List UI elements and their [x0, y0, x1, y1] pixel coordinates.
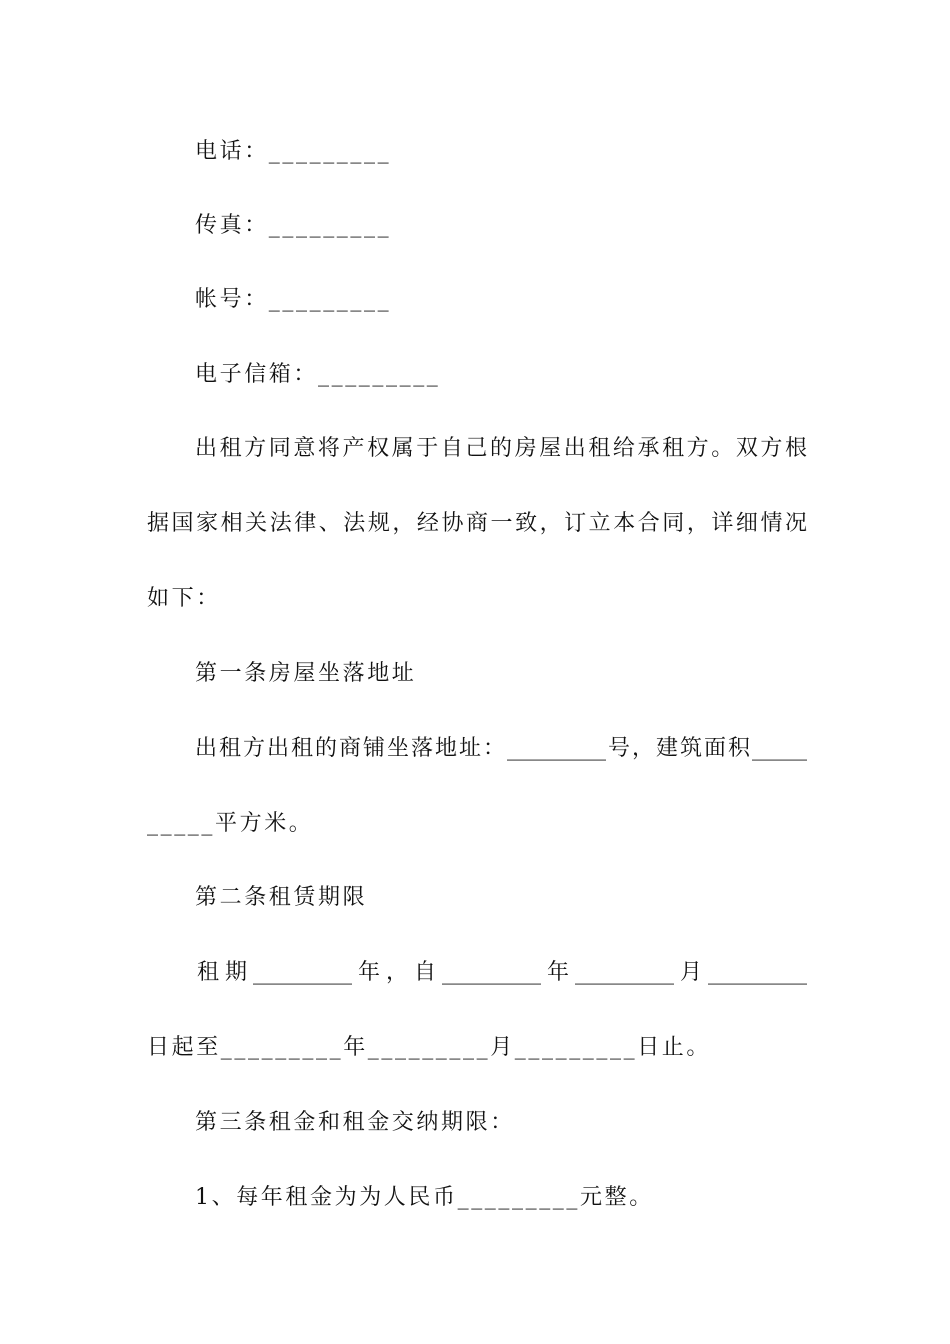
intro-paragraph-line-1: 出租方同意将产权属于自己的房屋出租给承租方。双方根 — [195, 436, 807, 461]
account-field-line: 帐号：_________ — [195, 287, 392, 312]
address-clause-line-1: 出租方出租的商铺坐落地址：_________号，建筑面积_____ — [195, 736, 807, 761]
intro-paragraph-line-3: 如下： — [147, 586, 221, 611]
article-3-heading: 第三条租金和租金交纳期限： — [195, 1110, 515, 1135]
lease-term-line-2: 日起至_________年_________月_________日止。 — [147, 1035, 712, 1060]
rent-amount-line: 1、每年租金为为人民币_________元整。 — [195, 1185, 654, 1210]
article-1-heading: 第一条房屋坐落地址 — [195, 661, 417, 686]
intro-paragraph-line-2: 据国家相关法律、法规，经协商一致，订立本合同，详细情况 — [147, 511, 807, 536]
email-field-line: 电子信箱：_________ — [195, 362, 441, 387]
fax-field-line: 传真：_________ — [195, 213, 392, 238]
lease-term-line-1: 租期_________年，自_________年_________月_________ — [197, 960, 807, 985]
phone-field-line: 电话：_________ — [195, 139, 392, 164]
address-clause-line-2: _____平方米。 — [147, 811, 314, 836]
article-2-heading: 第二条租赁期限 — [195, 885, 368, 910]
